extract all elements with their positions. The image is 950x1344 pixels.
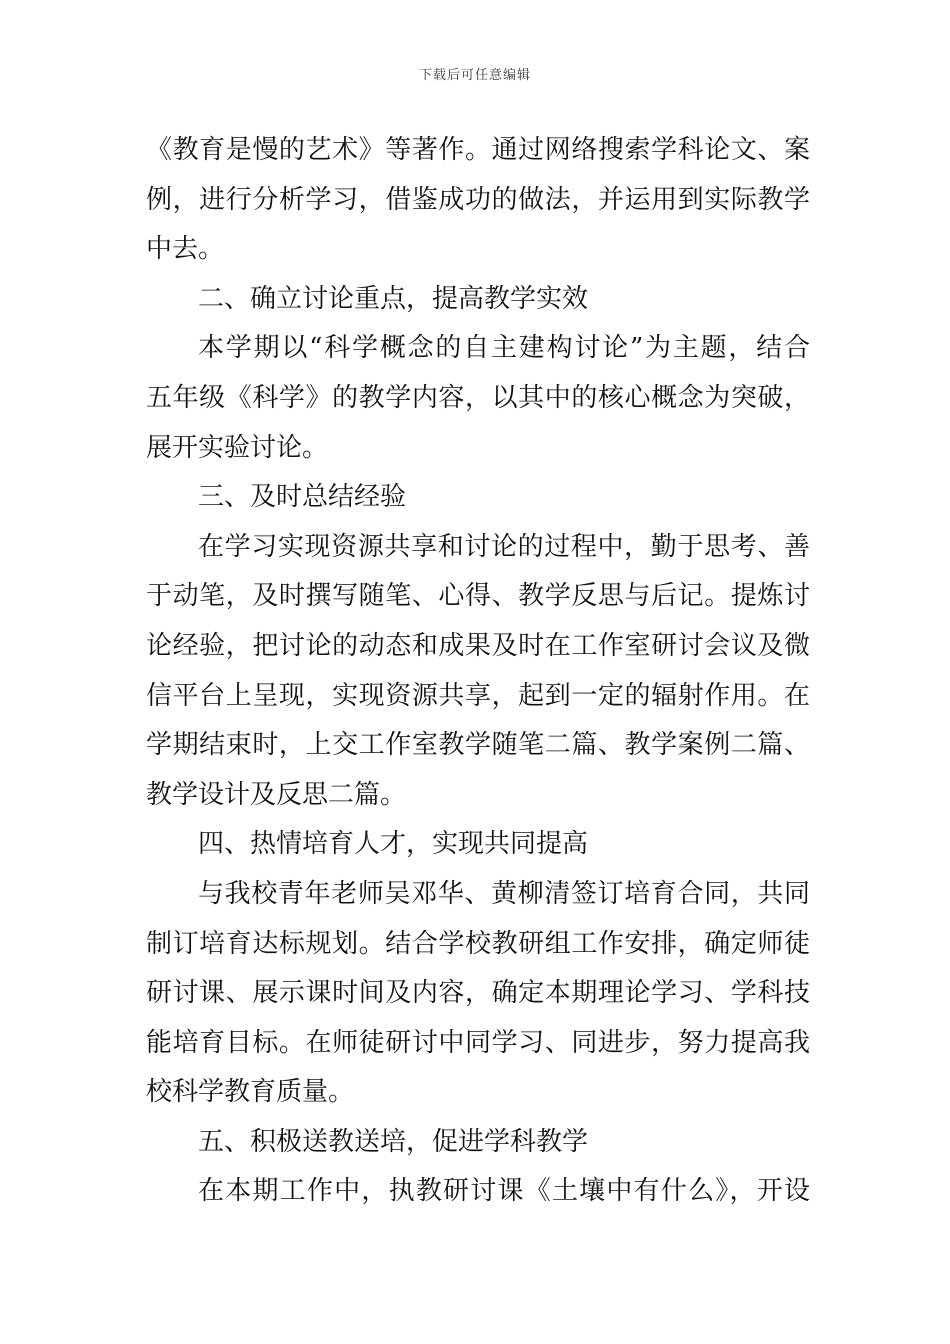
body-line: 中去。 [146, 234, 225, 265]
body-line: 在学习实现资源共享和讨论的过程中，勤于思考、善 [198, 531, 810, 562]
body-line: 能培育目标。在师徒研讨中同学习、同进步，努力提高我 [146, 1027, 810, 1058]
body-line: 《教育是慢的艺术》等著作。通过网络搜索学科论文、案 [146, 135, 810, 165]
body-line: 信平台上呈现，实现资源共享，起到一定的辐射作用。在 [146, 680, 810, 711]
body-line: 制订培育达标规划。结合学校教研组工作安排，确定师徒 [146, 928, 810, 959]
body-line: 论经验，把讨论的动态和成果及时在工作室研讨会议及微 [146, 630, 810, 661]
body-line: 本学期以“科学概念的自主建构讨论”为主题，结合 [198, 333, 810, 364]
section-heading: 五、积极送教送培，促进学科教学 [198, 1126, 589, 1157]
body-line: 研讨课、展示课时间及内容，确定本期理论学习、学科技 [146, 978, 810, 1009]
body-line: 校科学教育质量。 [146, 1077, 355, 1108]
document-body [146, 126, 810, 1217]
section-heading: 二、确立讨论重点，提高教学实效 [198, 283, 589, 314]
body-line: 学期结束时，上交工作室教学随笔二篇、教学案例二篇、 [146, 730, 810, 761]
section-heading: 三、及时总结经验 [198, 482, 407, 513]
body-line: 与我校青年老师吴邓华、黄柳清签订培育合同，共同 [198, 878, 810, 909]
body-line: 于动笔，及时撰写随笔、心得、教学反思与后记。提炼讨 [146, 581, 810, 612]
section-heading: 四、热情培育人才，实现共同提高 [198, 829, 589, 860]
body-line: 五年级《科学》的教学内容，以其中的核心概念为突破， [146, 382, 810, 413]
page-header: 下载后可任意编辑 [418, 68, 531, 83]
body-line: 展开实验讨论。 [146, 432, 329, 463]
body-line: 例，进行分析学习，借鉴成功的做法，并运用到实际教学 [146, 184, 810, 215]
body-line: 教学设计及反思二篇。 [146, 779, 407, 810]
body-line: 在本期工作中，执教研讨课《土壤中有什么》，开设 [198, 1176, 810, 1207]
